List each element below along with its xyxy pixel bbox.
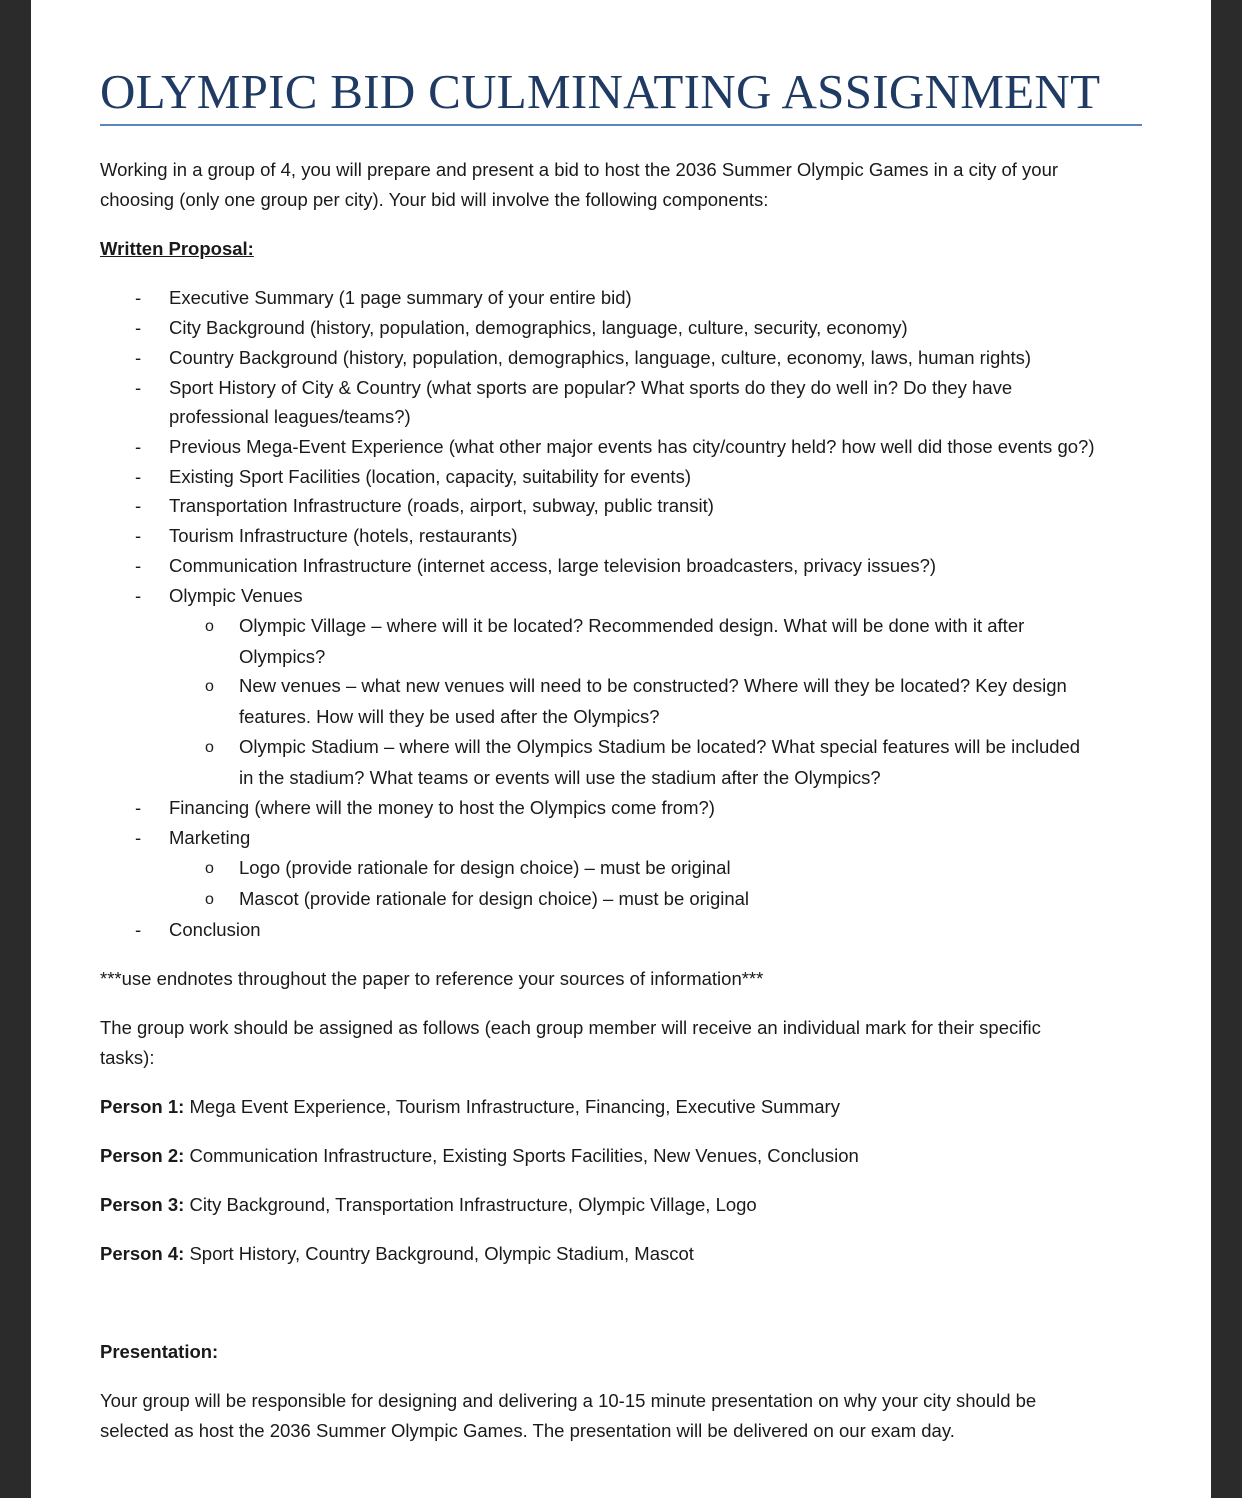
sub-bullet-marker: o bbox=[205, 739, 214, 756]
sub-list-item-continuation: in the stadium? What teams or events will use the stadium after the Olympics? bbox=[239, 767, 881, 788]
group-work-line-2: tasks): bbox=[100, 1047, 155, 1068]
sub-list-item-continuation: Olympics? bbox=[239, 646, 326, 667]
group-work-line-1: The group work should be assigned as follows (each group member will receive an individual mark for their specific bbox=[100, 1017, 1041, 1038]
bullet-marker: - bbox=[135, 827, 142, 848]
sub-list-item: New venues – what new venues will need to be constructed? Where will they be located? Key design bbox=[239, 675, 1067, 696]
list-item-continuation: professional leagues/teams?) bbox=[169, 406, 411, 427]
list-item: Sport History of City & Country (what sports are popular? What sports do they do well in? Do they have bbox=[169, 377, 1013, 398]
list-item: Marketing bbox=[169, 827, 251, 848]
sub-bullet-marker: o bbox=[205, 891, 214, 908]
list-item: Conclusion bbox=[169, 919, 261, 940]
bullet-marker: - bbox=[135, 317, 142, 338]
list-item: Communication Infrastructure (internet access, large television broadcasters, privacy issues?) bbox=[169, 555, 937, 576]
list-item: Transportation Infrastructure (roads, airport, subway, public transit) bbox=[169, 495, 714, 516]
list-item: Country Background (history, population, demographics, language, culture, economy, laws, human rights) bbox=[169, 347, 1032, 368]
sub-list-item: Olympic Village – where will it be located? Recommended design. What will be done with it after bbox=[239, 615, 1025, 636]
list-item: City Background (history, population, demographics, language, culture, security, economy) bbox=[169, 317, 908, 338]
title-underline-rule bbox=[100, 124, 1142, 126]
person-tasks: Sport History, Country Background, Olympic Stadium, Mascot bbox=[184, 1243, 694, 1264]
person-2-row bbox=[100, 1141, 859, 1171]
intro-line-2: choosing (only one group per city). Your bid will involve the following components: bbox=[100, 189, 769, 210]
sub-list-item-continuation: features. How will they be used after the Olympics? bbox=[239, 706, 660, 727]
bullet-marker: - bbox=[135, 377, 142, 398]
list-item: Tourism Infrastructure (hotels, restaurants) bbox=[169, 525, 518, 546]
bullet-marker: - bbox=[135, 525, 142, 546]
person-4-row bbox=[100, 1239, 694, 1269]
document-page bbox=[31, 0, 1211, 1498]
bullet-marker: - bbox=[135, 347, 142, 368]
person-1-row bbox=[100, 1092, 840, 1122]
list-item: Previous Mega-Event Experience (what other major events has city/country held? how well did those events go?) bbox=[169, 436, 1095, 457]
presentation-line-2: selected as host the 2036 Summer Olympic Games. The presentation will be delivered on our exam day. bbox=[100, 1420, 955, 1441]
list-item: Olympic Venues bbox=[169, 585, 303, 606]
sub-bullet-marker: o bbox=[205, 860, 214, 877]
bullet-marker: - bbox=[135, 466, 142, 487]
person-tasks: City Background, Transportation Infrastructure, Olympic Village, Logo bbox=[184, 1194, 757, 1215]
sub-bullet-marker: o bbox=[205, 618, 214, 635]
sub-bullet-marker: o bbox=[205, 678, 214, 695]
written-proposal-heading: Written Proposal: bbox=[100, 238, 254, 259]
person-label: Person 2: bbox=[100, 1145, 185, 1166]
sub-list-item: Logo (provide rationale for design choice) – must be original bbox=[239, 857, 731, 878]
intro-line-1: Working in a group of 4, you will prepare and present a bid to host the 2036 Summer Olympic Games in a city of your bbox=[100, 159, 1059, 180]
sub-list-item: Mascot (provide rationale for design choice) – must be original bbox=[239, 888, 750, 909]
presentation-line-1: Your group will be responsible for designing and delivering a 10-15 minute presentation on why your city should be bbox=[100, 1390, 1037, 1411]
bullet-marker: - bbox=[135, 495, 142, 516]
document-title: OLYMPIC BID CULMINATING ASSIGNMENT bbox=[100, 64, 1101, 119]
presentation-heading: Presentation: bbox=[100, 1341, 219, 1362]
list-item: Executive Summary (1 page summary of your entire bid) bbox=[169, 287, 632, 308]
bullet-marker: - bbox=[135, 555, 142, 576]
list-item: Financing (where will the money to host the Olympics come from?) bbox=[169, 797, 715, 818]
list-item: Existing Sport Facilities (location, capacity, suitability for events) bbox=[169, 466, 691, 487]
person-tasks: Mega Event Experience, Tourism Infrastructure, Financing, Executive Summary bbox=[184, 1096, 840, 1117]
person-label: Person 4: bbox=[100, 1243, 185, 1264]
person-3-row bbox=[100, 1190, 757, 1220]
person-tasks: Communication Infrastructure, Existing Sports Facilities, New Venues, Conclusion bbox=[184, 1145, 859, 1166]
person-label: Person 3: bbox=[100, 1194, 185, 1215]
bullet-marker: - bbox=[135, 287, 142, 308]
bullet-marker: - bbox=[135, 585, 142, 606]
person-label: Person 1: bbox=[100, 1096, 185, 1117]
endnote-note: ***use endnotes throughout the paper to reference your sources of information*** bbox=[100, 968, 764, 989]
bullet-marker: - bbox=[135, 436, 142, 457]
bullet-marker: - bbox=[135, 919, 142, 940]
sub-list-item: Olympic Stadium – where will the Olympics Stadium be located? What special features will be included bbox=[239, 736, 1081, 757]
bullet-marker: - bbox=[135, 797, 142, 818]
